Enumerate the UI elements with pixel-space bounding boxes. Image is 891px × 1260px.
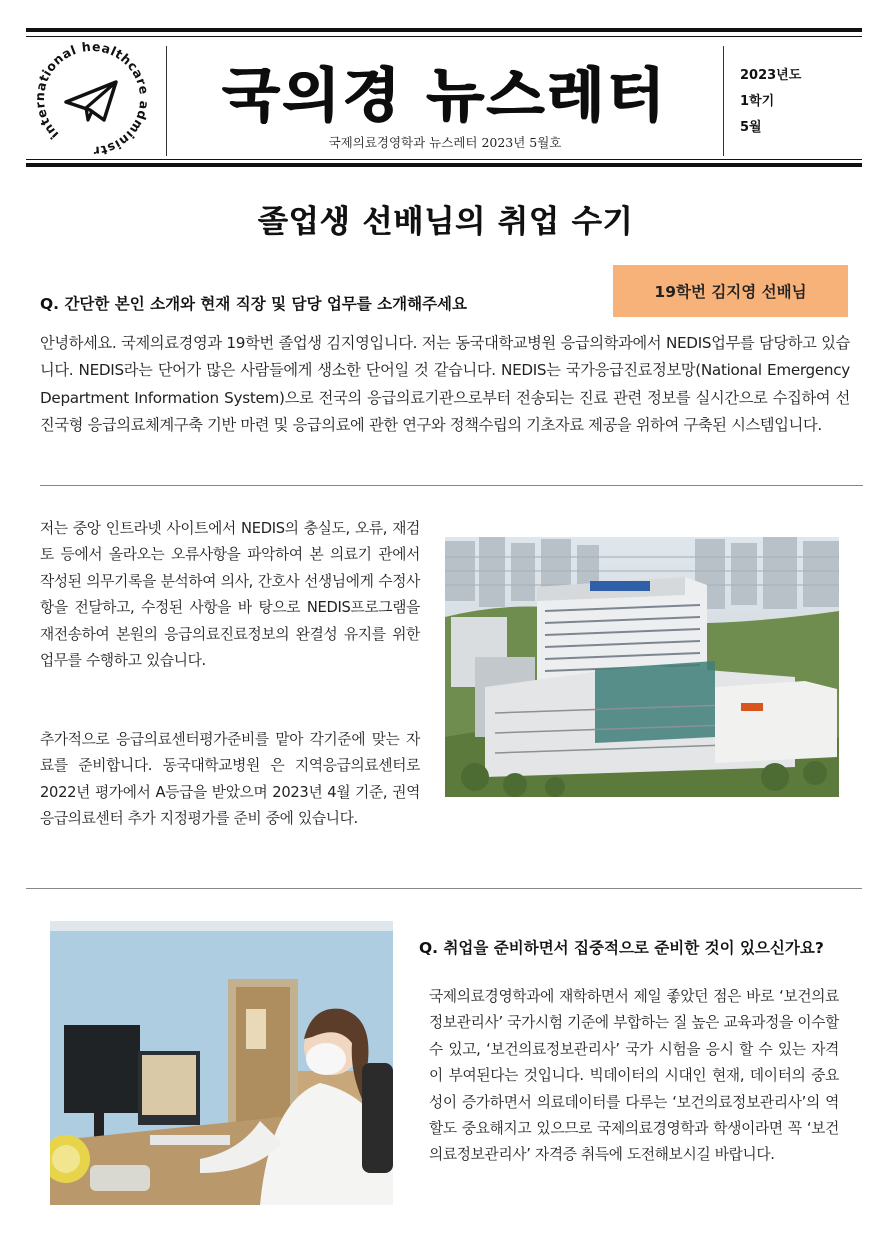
issue-term: 1학기	[740, 94, 775, 109]
hospital-photo-drawing	[445, 537, 839, 797]
masthead-top-rule-thick	[26, 28, 862, 32]
question-1: Q. 간단한 본인 소개와 현재 직장 및 담당 업무를 소개해주세요	[40, 295, 467, 313]
author-badge	[613, 265, 848, 317]
masthead-top-rule-thin	[26, 36, 862, 37]
issue-month: 5월	[740, 120, 762, 135]
masthead-bottom-rule-thick	[26, 163, 862, 167]
section-title: 졸업생 선배님의 취업 수기	[257, 204, 634, 240]
paper-plane-icon	[66, 82, 116, 120]
answer-1-paragraph-3: 추가적으로 응급의료센터평가준비를 맡아 각기준에 맞는 자료를 준비합니다. 동국대학교병원 은 지역응급의료센터로 2022년 평가에서 A등급을 받았으며 2023년 4월 기준, 권역응급의료센터 추가 지정평가를 준비 중에 있습니다.	[40, 731, 420, 828]
logo-svg	[28, 40, 156, 158]
department-logo	[28, 40, 156, 158]
question-2: Q. 취업을 준비하면서 집중적으로 준비한 것이 있으신가요?	[419, 939, 824, 957]
issue-year: 2023년도	[740, 68, 802, 83]
masthead-bottom-rule-thin	[26, 159, 862, 160]
answer-2-paragraph: 국제의료경영학과에 재학하면서 제일 좋았던 점은 바로 ‘보건의료정보관리사’ 국가시험 기준에 부합하는 질 높은 교육과정을 이수할 수 있고, ‘보건의료정보관리사’ 국가 시험을 응시 할 수 있는 자격이 부여된다는 것입니다. 빅데이터의 시대인 현재, 데이터의 중요성이 증가하면서 의료데이터를 다루는 ‘보건의료정보관리사’의 역할도 중요해지고 있으므로 국제의료경영학과 학생이라면 꼭 ‘보건의료정보관리사’ 자격증 취득에 도전해보시길 바랍니다.	[429, 988, 839, 1164]
graduate-at-work-photo	[50, 921, 393, 1205]
office-photo-drawing	[50, 921, 393, 1205]
hospital-building-photo	[445, 537, 839, 797]
section-divider-2	[26, 888, 862, 889]
answer-1-paragraph: 안녕하세요. 국제의료경영과 19학번 졸업생 김지영입니다. 저는 동국대학교병원 응급의학과에서 NEDIS업무를 담당하고 있습니다. NEDIS라는 단어가 많은 사람들에게 생소한 단어일 것 같습니다. NEDIS는 국가응급진료정보망(National Emergency Department Information System)으로 전국의 응급의료기관으로부터 전송되는 진료 관련 정보를 실시간으로 수집하여 선진국형 응급의료체계구축 기반 마련 및 응급의료에 관한 연구와 정책수립의 기초자료 제공을 위하여 구축된 시스템입니다.	[40, 334, 850, 435]
author-badge-label: 19학번 김지영 선배님	[654, 283, 807, 301]
newsletter-title: 국의경 뉴스레터	[222, 61, 668, 129]
answer-1-paragraph-2: 저는 중앙 인트라넷 사이트에서 NEDIS의 충실도, 오류, 재검토 등에서 올라오는 오류사항을 파악하여 본 의료기 관에서 작성된 의무기록을 분석하여 의사, 간호사 선생님에게 수정사항을 전달하고, 수정된 사항을 바 탕으로 NEDIS프로그램을 재전송하여 본원의 응급의료진료정보의 완결성 유지를 위한 업무를 수행하고 있습니다.	[40, 520, 420, 670]
logo-text: international healthcare administr	[31, 40, 153, 158]
section-divider-1	[40, 485, 863, 486]
newsletter-subtitle: 국제의료경영학과 뉴스레터 2023년 5월호	[328, 135, 562, 150]
